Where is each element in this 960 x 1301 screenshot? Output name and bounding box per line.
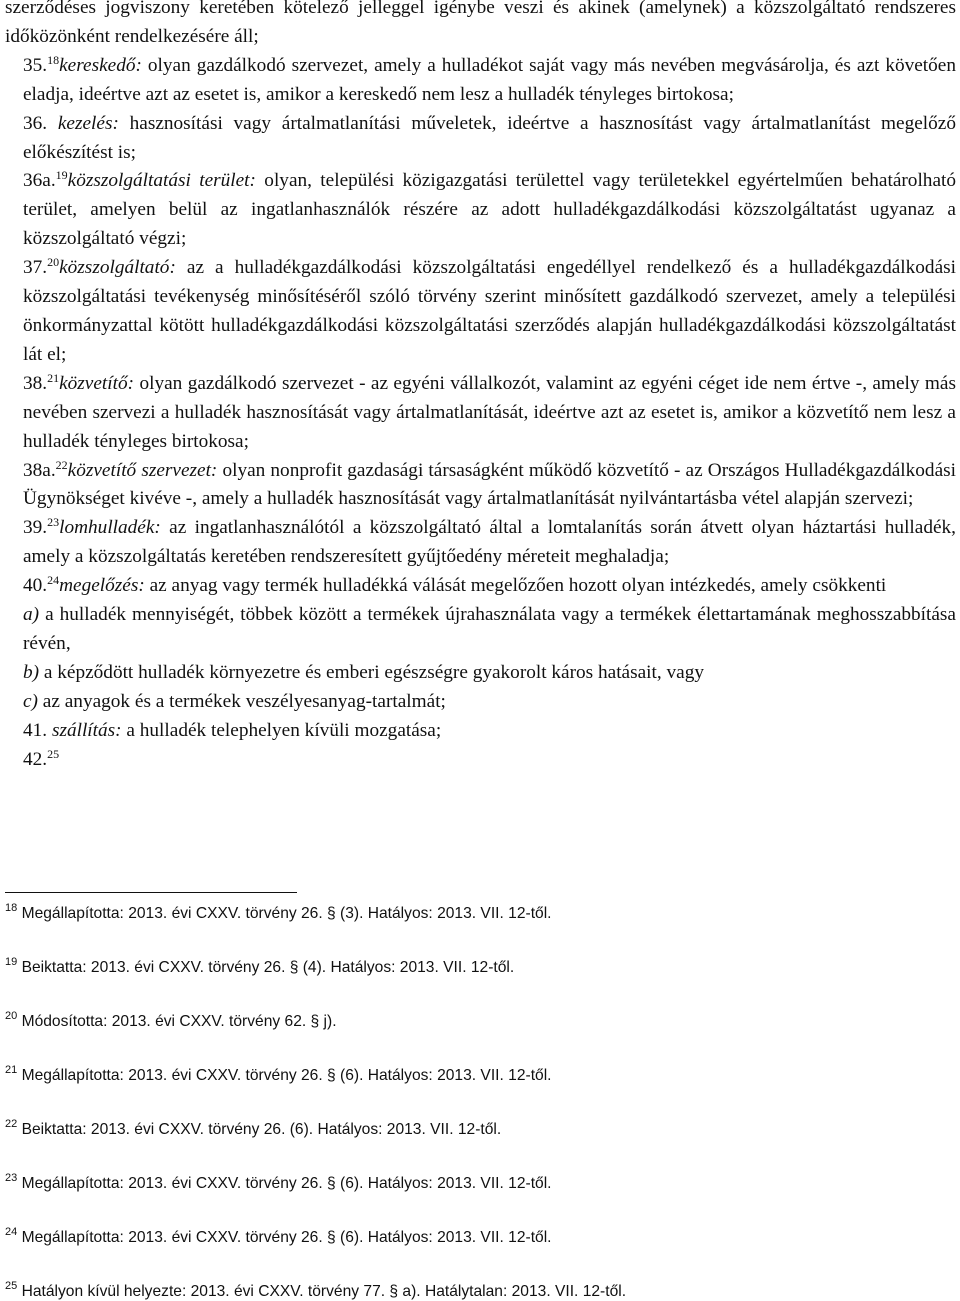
footnote-24: $^{24}$ Megállapította: 2013. évi CXXV. törvény 26. § (6). Hatályos: 2013. VII. 12-től. <box>5 1226 552 1246</box>
footnote-23: $^{23}$ Megállapította: 2013. évi CXXV. törvény 26. § (6). Hatályos: 2013. VII. 12-től. <box>5 1172 552 1192</box>
footnote-ref[interactable]: 20 <box>47 255 60 270</box>
term: közszolgáltatási terület: <box>67 170 256 192</box>
definition-38: 38.21közvetítő: olyan gazdálkodó szervezet - az egyéni vállalkozót, valamint az egyéni céget ide nem értve -, amely más nevében szervezi a hulladék hasznosítását vagy ártalmatlanítását, ideértve azt az esetet is, amikor a közvetítő nem lesz a hulladék tényleges birtokosa; <box>23 370 956 452</box>
term: kereskedő: <box>59 54 142 76</box>
term: közszolgáltató: <box>59 257 176 279</box>
definition-36a: 36a.$^{19}$közszolgáltatási terület: olyan, települési közigazgatási területtel vagy területekkel egyértelműen behatárolható terület, amelyen belül az ingatlanhasználók részére az adott hulladékgazdálkodási közszolgáltatást ugyanaz a közszolgáltató végzi; <box>23 168 956 250</box>
footnote-ref[interactable]: 18 <box>47 52 60 67</box>
term: lomhulladék: <box>59 517 161 539</box>
definition-40: 40.24megelőzés: az anyag vagy termék hulladékká válását megelőzően hozott olyan intézkedés, amely csökkenti <box>23 573 887 597</box>
footnote-ref[interactable]: 25 <box>47 746 60 761</box>
footnote-ref[interactable]: 19 <box>55 168 68 183</box>
definition-38a: 38a.$^{22}$közvetítő szervezet: olyan nonprofit gazdasági társaságként működő közvetítő - az Országos Hulladékgazdálkodási Ügynökséget kivéve -, amely a hulladék hasznosítását vagy ártalmatlanítását nyilvántartásba vétel alapján szervezi; <box>23 457 956 510</box>
definitions-text <box>5 0 956 774</box>
footnote-22: $^{22}$ Beiktatta: 2013. évi CXXV. törvény 26. (6). Hatályos: 2013. VII. 12-től. <box>5 1118 502 1138</box>
definition-39: 39.23lomhulladék: az ingatlanhasználótól a közszolgáltató által a lomtalanítás során átvett olyan háztartási hulladék, amely a közszolgáltatás keretében rendszeresített gyűjtőedény méreteit meghaladja; <box>23 515 956 568</box>
paragraph-tail: szerződéses jogviszony keretében kötelező jelleggel igénybe veszi és akinek (amelynek) a közszolgáltató rendszeres időközönként rendelkezésére áll; <box>5 0 956 47</box>
footnote-21: $^{21}$ Megállapította: 2013. évi CXXV. törvény 26. § (6). Hatályos: 2013. VII. 12-től. <box>5 1064 552 1084</box>
footnote-ref[interactable]: 24 <box>47 573 60 588</box>
term: szállítás: <box>51 719 122 741</box>
definition-35: 35.18kereskedő: olyan gazdálkodó szervezet, amely a hulladékot saját vagy más nevében megvásárolja, és azt követően eladja, ideértve azt az esetet is, amikor a kereskedő nem lesz a hulladék tényleges birtokosa; <box>23 52 956 105</box>
term: közvetítő: <box>59 372 135 394</box>
definition-42: 42.25 <box>23 746 60 770</box>
definition-40-b: b) a képződött hulladék környezetre és emberi egészségre gyakorolt káros hatásait, vagy <box>23 661 705 683</box>
footnote-18: $^{18}$ Megállapította: 2013. évi CXXV. törvény 26. § (3). Hatályos: 2013. VII. 12-től. <box>5 902 552 922</box>
footnote-ref[interactable]: 22 <box>55 457 68 472</box>
term: közvetítő szervezet: <box>67 459 218 481</box>
definition-36: 36. kezelés: hasznosítási vagy ártalmatlanítási műveletek, ideértve a hasznosítást vagy ártalmatlanítást megelőző előkészítést is; <box>23 112 956 163</box>
definition-41: 41. szállítás: a hulladék telephelyen kívüli mozgatása; <box>23 719 442 741</box>
footnote-ref[interactable]: 21 <box>47 370 60 385</box>
term: megelőzés: <box>59 575 145 597</box>
footnote-separator <box>5 892 297 893</box>
definition-40-a: a) a hulladék mennyiségét, többek között a termékek újrahasználata vagy a termékek élettartamának meghosszabbítása révén, <box>23 604 956 654</box>
definition-37: 37.20közszolgáltató: az a hulladékgazdálkodási közszolgáltatási engedéllyel rendelkező és a hulladékgazdálkodási közszolgáltatási tevékenység minősítéséről szóló törvény szerint minősített gazdálkodó szervezet, amely a települési önkormányzattal kötött hulladékgazdálkodási közszolgáltatási szerződés alapján hulladékgazdálkodási közszolgáltatást lát el; <box>23 255 956 365</box>
term: kezelés: <box>57 112 119 134</box>
footnote-19: $^{19}$ Beiktatta: 2013. évi CXXV. törvény 26. § (4). Hatályos: 2013. VII. 12-től. <box>5 956 515 976</box>
footnote-ref[interactable]: 23 <box>47 515 60 530</box>
footnote-25: $^{25}$ Hatályon kívül helyezte: 2013. évi CXXV. törvény 77. § a). Hatálytalan: 2013. VII. 12-től. <box>5 1280 627 1300</box>
definition-40-c: c) az anyagok és a termékek veszélyesanyag-tartalmát; <box>23 690 446 712</box>
footnote-20: $^{20}$ Módosította: 2013. évi CXXV. törvény 62. § j). <box>5 1010 337 1030</box>
